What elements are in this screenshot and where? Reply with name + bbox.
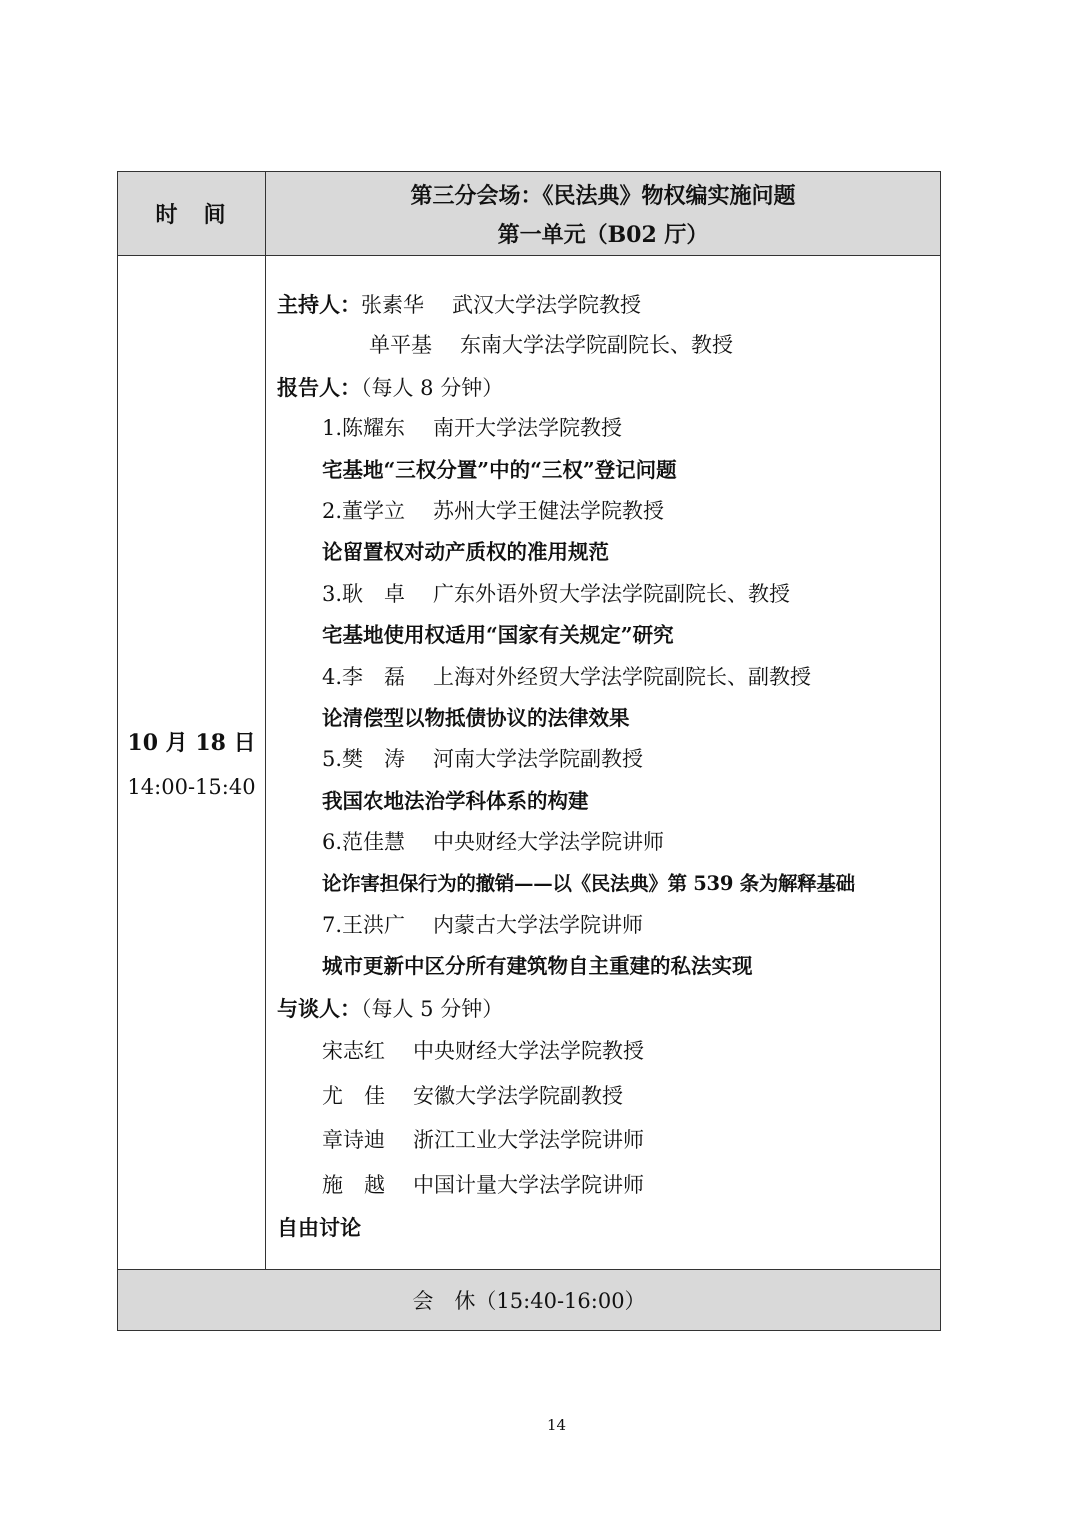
reporter-line (277, 574, 940, 615)
schedule-table (117, 171, 941, 1331)
reporters-note: （每人 8 分钟） (361, 375, 504, 400)
reporter-name: 1.陈耀东 (322, 416, 406, 441)
break-row: 会 休（15:40-16:00） (118, 1270, 940, 1330)
discussants-note: （每人 5 分钟） (361, 996, 504, 1021)
date-time-cell (118, 256, 266, 1269)
discussant-name: 施 越 (322, 1172, 385, 1197)
reporter-affiliation: 内蒙古大学法学院讲师 (433, 912, 644, 937)
report-topic: 宅基地“三权分置”中的“三权”登记问题 (322, 457, 677, 482)
reporter-line (277, 657, 940, 698)
report-topic: 论清偿型以物抵债协议的法律效果 (322, 705, 630, 730)
host-name: 单平基 (369, 333, 432, 358)
discussant-name: 章诗迪 (322, 1128, 385, 1153)
reporter-line (277, 408, 940, 449)
reporter-line (277, 739, 940, 780)
reporter-affiliation: 河南大学法学院副教授 (433, 747, 644, 772)
session-date: 10 月 18 日 (127, 730, 256, 756)
discussant-affiliation: 中央财经大学法学院教授 (413, 1039, 644, 1064)
reporter-affiliation: 广东外语外贸大学法学院副院长、教授 (433, 581, 791, 606)
discussant-affiliation: 安徽大学法学院副教授 (413, 1083, 623, 1108)
discussants-label: 与谈人： (277, 995, 361, 1021)
reporter-affiliation: 南开大学法学院教授 (433, 416, 623, 441)
discussant-name: 宋志红 (322, 1039, 385, 1064)
report-topic: 论留置权对动产质权的准用规范 (322, 540, 609, 565)
host-line (277, 325, 940, 366)
program-cell (266, 256, 940, 1269)
report-topic: 宅基地使用权适用“国家有关规定”研究 (322, 623, 674, 648)
discussant-line (277, 1029, 940, 1074)
report-topic: 论诈害担保行为的撤销——以《民法典》第 539 条为解释基础 (322, 872, 855, 896)
discussant-affiliation: 中国计量大学法学院讲师 (413, 1172, 644, 1197)
reporter-name: 4.李 磊 (322, 664, 406, 689)
discussants-heading (277, 988, 940, 1029)
reporter-name: 7.王洪广 (322, 912, 406, 937)
session-time: 14:00-15:40 (127, 775, 256, 799)
report-topic: 城市更新中区分所有建筑物自主重建的私法实现 (322, 954, 753, 979)
discussant-name: 尤 佳 (322, 1083, 385, 1108)
reporter-name: 6.范佳慧 (322, 830, 406, 855)
discussant-line (277, 1118, 940, 1163)
discussant-line (277, 1163, 940, 1208)
reporter-name: 2.董学立 (322, 498, 406, 523)
discussant-line (277, 1074, 940, 1119)
reporter-name: 5.樊 涛 (322, 747, 406, 772)
reporters-heading (277, 367, 940, 408)
reporter-affiliation: 上海对外经贸大学法学院副院长、副教授 (433, 664, 812, 689)
time-column-header: 时 间 (118, 172, 266, 255)
reporter-affiliation: 苏州大学王健法学院教授 (433, 498, 665, 523)
host-affiliation: 武汉大学法学院教授 (452, 293, 641, 317)
reporter-line (277, 905, 940, 946)
reporters-label: 报告人： (277, 374, 361, 400)
hosts-label: 主持人： (277, 292, 361, 317)
report-topic: 我国农地法治学科体系的构建 (322, 788, 589, 813)
table-header-row (118, 172, 940, 256)
discussant-affiliation: 浙江工业大学法学院讲师 (413, 1128, 644, 1153)
page-number: 14 (546, 1416, 567, 1434)
unit-title: 第一单元（B02 厅） (497, 221, 709, 248)
reporter-line (277, 822, 940, 863)
host-affiliation: 东南大学法学院副院长、教授 (460, 333, 733, 358)
reporter-affiliation: 中央财经大学法学院讲师 (433, 830, 665, 855)
session-row (118, 256, 940, 1270)
reporter-name: 3.耿 卓 (322, 581, 406, 606)
host-line (277, 284, 940, 325)
reporter-line (277, 491, 940, 532)
free-discussion: 自由讨论 (277, 1215, 361, 1241)
session-title: 第三分会场：《民法典》物权编实施问题 (410, 182, 796, 209)
host-name: 张素华 (361, 293, 424, 317)
session-header-cell (266, 172, 940, 255)
